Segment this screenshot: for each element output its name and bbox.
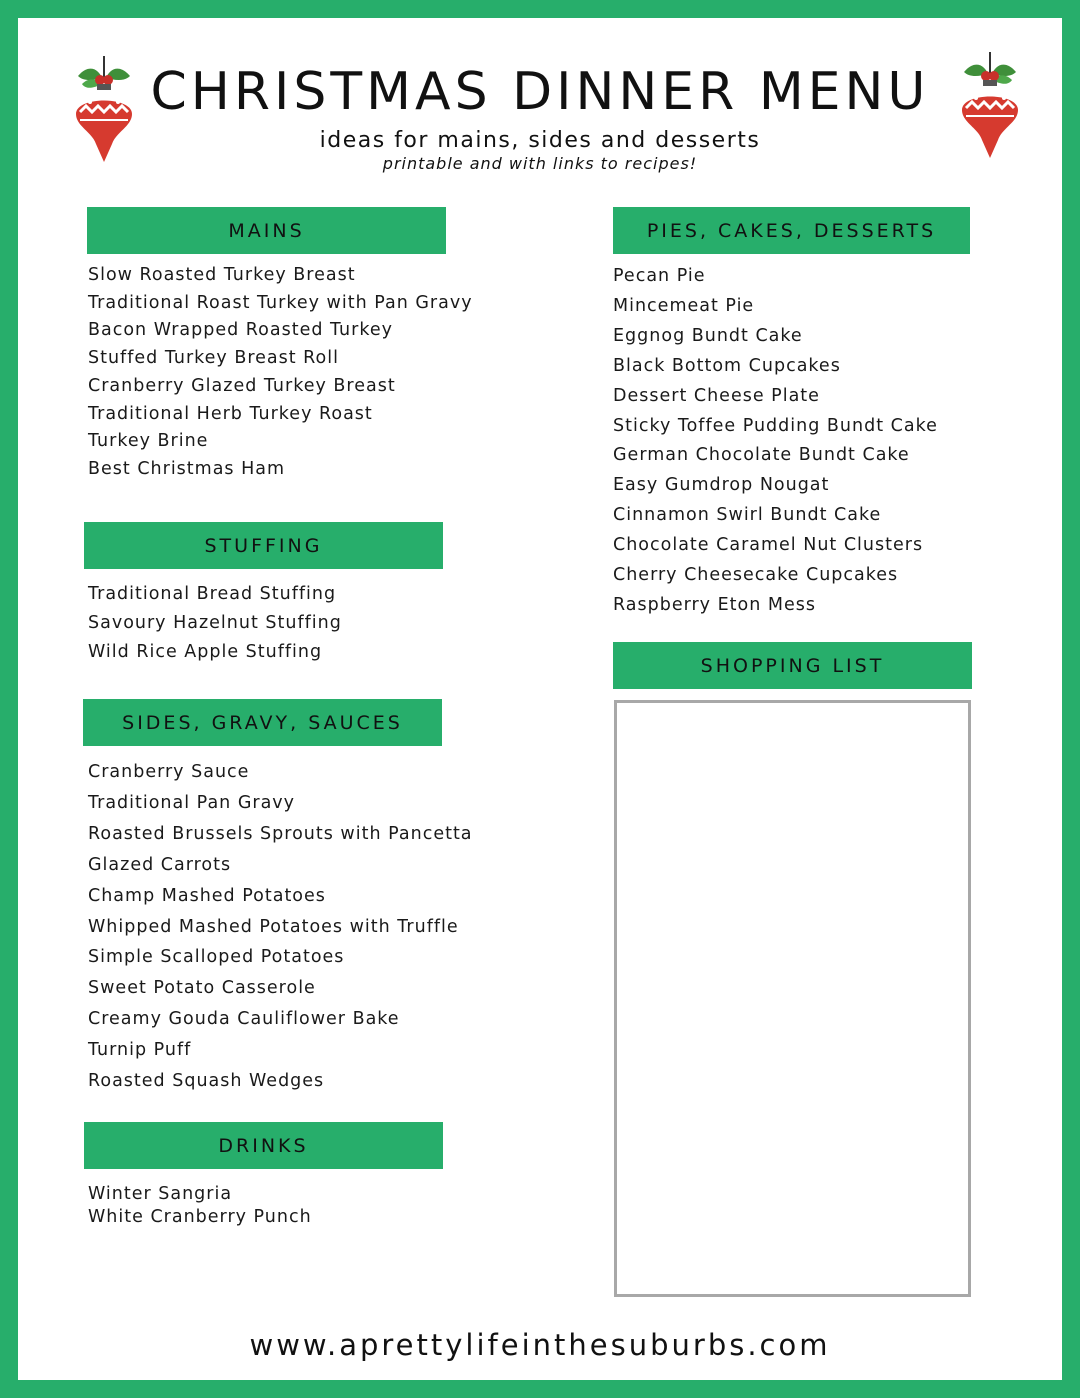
desserts-heading: PIES, CAKES, DESSERTS <box>613 207 970 254</box>
list-item[interactable]: Turkey Brine <box>88 431 209 452</box>
list-item[interactable]: Slow Roasted Turkey Breast <box>88 265 356 285</box>
sides-list <box>88 757 473 1097</box>
list-item[interactable]: Chocolate Caramel Nut Clusters <box>613 535 924 556</box>
mains-list <box>88 262 473 484</box>
list-item[interactable]: Cherry Cheesecake Cupcakes <box>613 565 899 586</box>
list-item[interactable]: Whipped Mashed Potatoes with Truffle <box>88 916 459 937</box>
list-item[interactable]: Cranberry Glazed Turkey Breast <box>88 375 396 396</box>
page-subtitle: ideas for mains, sides and desserts <box>319 128 761 153</box>
list-item[interactable]: Dessert Cheese Plate <box>613 385 820 406</box>
list-item[interactable]: Traditional Bread Stuffing <box>88 584 337 604</box>
page-title: CHRISTMAS DINNER MENU <box>150 62 930 122</box>
list-item[interactable]: Cinnamon Swirl Bundt Cake <box>613 505 882 526</box>
list-item[interactable]: Stuffed Turkey Breast Roll <box>88 348 339 369</box>
list-item[interactable]: White Cranberry Punch <box>88 1207 312 1227</box>
list-item[interactable]: Black Bottom Cupcakes <box>613 355 841 376</box>
list-item[interactable]: Savoury Hazelnut Stuffing <box>88 613 342 633</box>
shopping-list-heading: SHOPPING LIST <box>613 642 972 689</box>
list-item[interactable]: Best Christmas Ham <box>88 458 286 479</box>
list-item[interactable]: Mincemeat Pie <box>613 295 755 316</box>
list-item[interactable]: Easy Gumdrop Nougat <box>613 475 830 496</box>
page-tagline: printable and with links to recipes! <box>382 154 698 173</box>
desserts-list <box>613 262 938 621</box>
stuffing-heading: STUFFING <box>84 522 443 569</box>
list-item[interactable]: Winter Sangria <box>88 1184 233 1204</box>
list-item[interactable]: Simple Scalloped Potatoes <box>88 947 345 968</box>
list-item[interactable]: Glazed Carrots <box>88 854 232 875</box>
list-item[interactable]: Eggnog Bundt Cake <box>613 325 803 346</box>
list-item[interactable]: Raspberry Eton Mess <box>613 594 816 615</box>
stuffing-list <box>88 580 342 667</box>
drinks-heading: DRINKS <box>84 1122 443 1169</box>
list-item[interactable]: Sweet Potato Casserole <box>88 978 316 999</box>
list-item[interactable]: Traditional Pan Gravy <box>88 792 296 813</box>
list-item[interactable]: Sticky Toffee Pudding Bundt Cake <box>613 415 938 436</box>
shopping-list-box[interactable] <box>614 700 971 1297</box>
list-item[interactable]: Traditional Roast Turkey with Pan Gravy <box>88 292 473 313</box>
list-item[interactable]: Cranberry Sauce <box>88 762 250 782</box>
list-item[interactable]: Turnip Puff <box>88 1040 192 1061</box>
mains-heading: MAINS <box>87 207 446 254</box>
list-item[interactable]: Bacon Wrapped Roasted Turkey <box>88 320 393 341</box>
list-item[interactable]: Wild Rice Apple Stuffing <box>88 642 323 662</box>
list-item[interactable]: Roasted Squash Wedges <box>88 1071 325 1092</box>
sides-heading: SIDES, GRAVY, SAUCES <box>83 699 442 746</box>
list-item[interactable]: Roasted Brussels Sprouts with Pancetta <box>88 823 473 844</box>
list-item[interactable]: Creamy Gouda Cauliflower Bake <box>88 1009 400 1030</box>
footer-url[interactable]: www.aprettylifeinthesuburbs.com <box>249 1328 831 1362</box>
drinks-list <box>88 1183 312 1229</box>
list-item[interactable]: Pecan Pie <box>613 266 706 286</box>
list-item[interactable]: Traditional Herb Turkey Roast <box>88 403 373 424</box>
list-item[interactable]: Champ Mashed Potatoes <box>88 885 326 906</box>
list-item[interactable]: German Chocolate Bundt Cake <box>613 445 910 466</box>
